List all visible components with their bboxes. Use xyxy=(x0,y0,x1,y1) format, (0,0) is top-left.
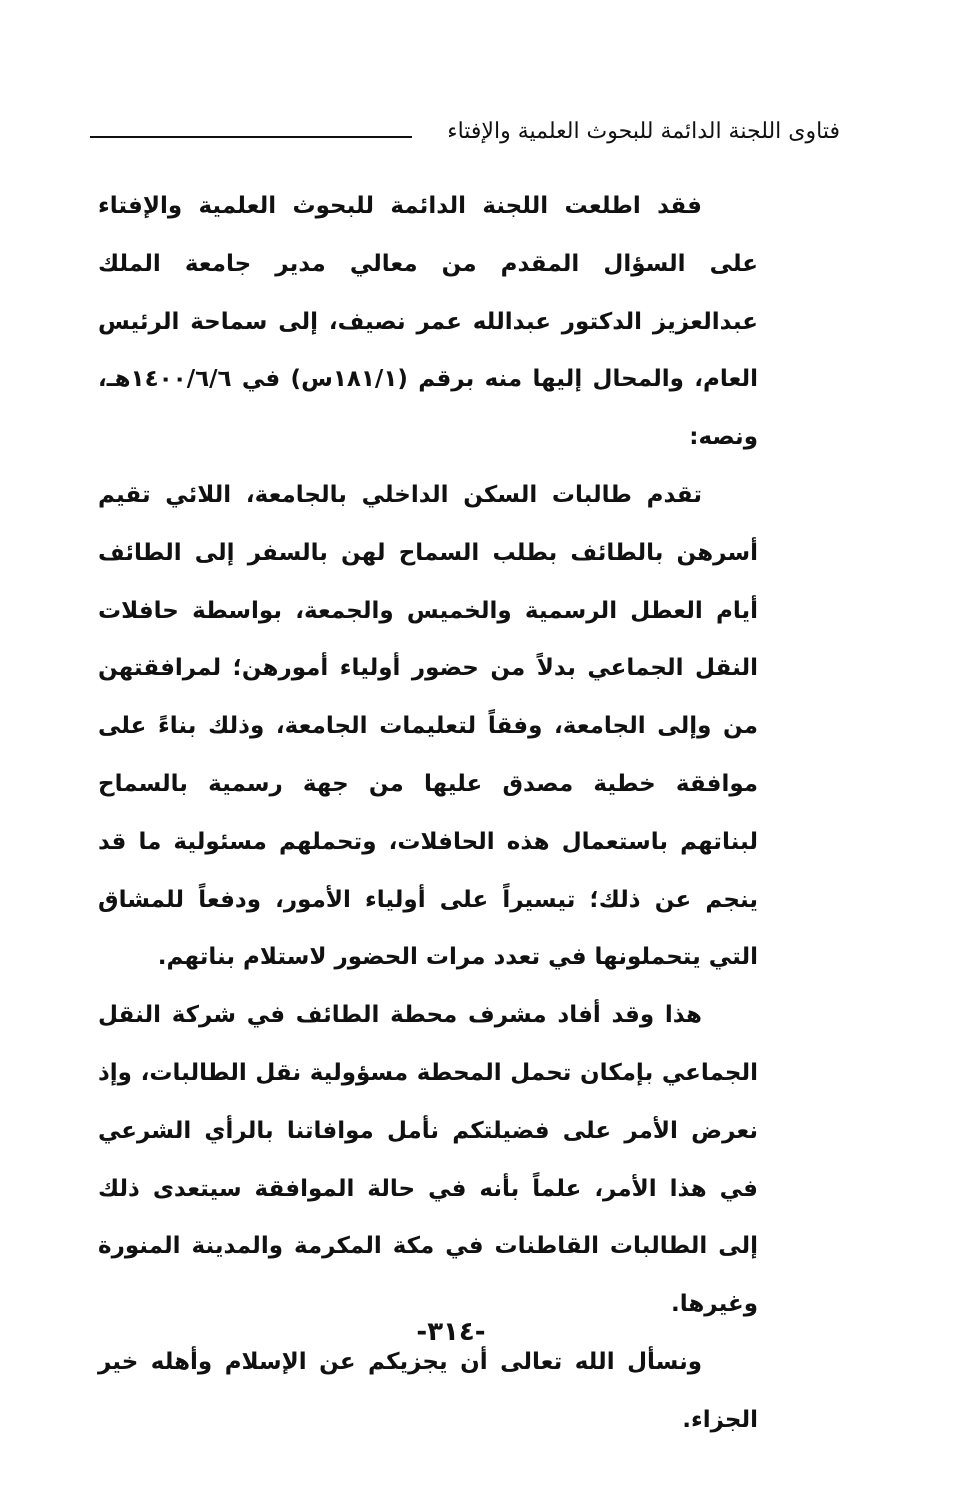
page-number: -٣١٤- xyxy=(416,1317,486,1347)
paragraph-closing: ونسأل الله تعالى أن يجزيكم عن الإسلام وأهله خير الجزاء. xyxy=(98,1348,758,1433)
running-header-title: فتاوى اللجنة الدائمة للبحوث العلمية والإفتاء xyxy=(447,119,840,144)
paragraph-intro: فقد اطلعت اللجنة الدائمة للبحوث العلمية والإفتاء على السؤال المقدم من معالي مدير جامعة الملك عبدالعزيز الدكتور عبدالله عمر نصيف، إلى سماحة الرئيس العام، والمحال إليها منه برقم (١٨١/١س) في ١٤٠٠/٦/٦هـ، ونصه: xyxy=(98,193,758,451)
header-rule xyxy=(90,136,412,138)
running-header xyxy=(90,112,840,152)
paragraph-question: تقدم طالبات السكن الداخلي بالجامعة، اللائي تقيم أسرهن بالطائف بطلب السماح لهن بالسفر إلى الطائف أيام العطل الرسمية والخميس والجمعة، بواسطة حافلات النقل الجماعي بدلاً من حضور أولياء أمورهن؛ لمرافقتهن من وإلى الجامعة، وفقاً لتعليمات الجامعة، وذلك بناءً على موافقة خطية مصدق عليها من جهة رسمية بالسماح لبناتهم باستعمال هذه الحافلات، وتحملهم مسئولية ما قد ينجم عن ذلك؛ تيسيراً على أولياء الأمور، ودفعاً للمشاق التي يتحملونها في تعدد مرات الحضور لاستلام بناتهم. xyxy=(98,481,758,971)
page-body xyxy=(98,178,758,1450)
paragraph-station: هذا وقد أفاد مشرف محطة الطائف في شركة النقل الجماعي بإمكان تحمل المحطة مسؤولية نقل الطالبات، وإذ نعرض الأمر على فضيلتكم نأمل موافاتنا بالرأي الشرعي في هذا الأمر، علماً بأنه في حالة الموافقة سيتعدى ذلك إلى الطالبات القاطنات في مكة المكرمة والمدينة المنورة وغيرها. xyxy=(98,1002,758,1318)
